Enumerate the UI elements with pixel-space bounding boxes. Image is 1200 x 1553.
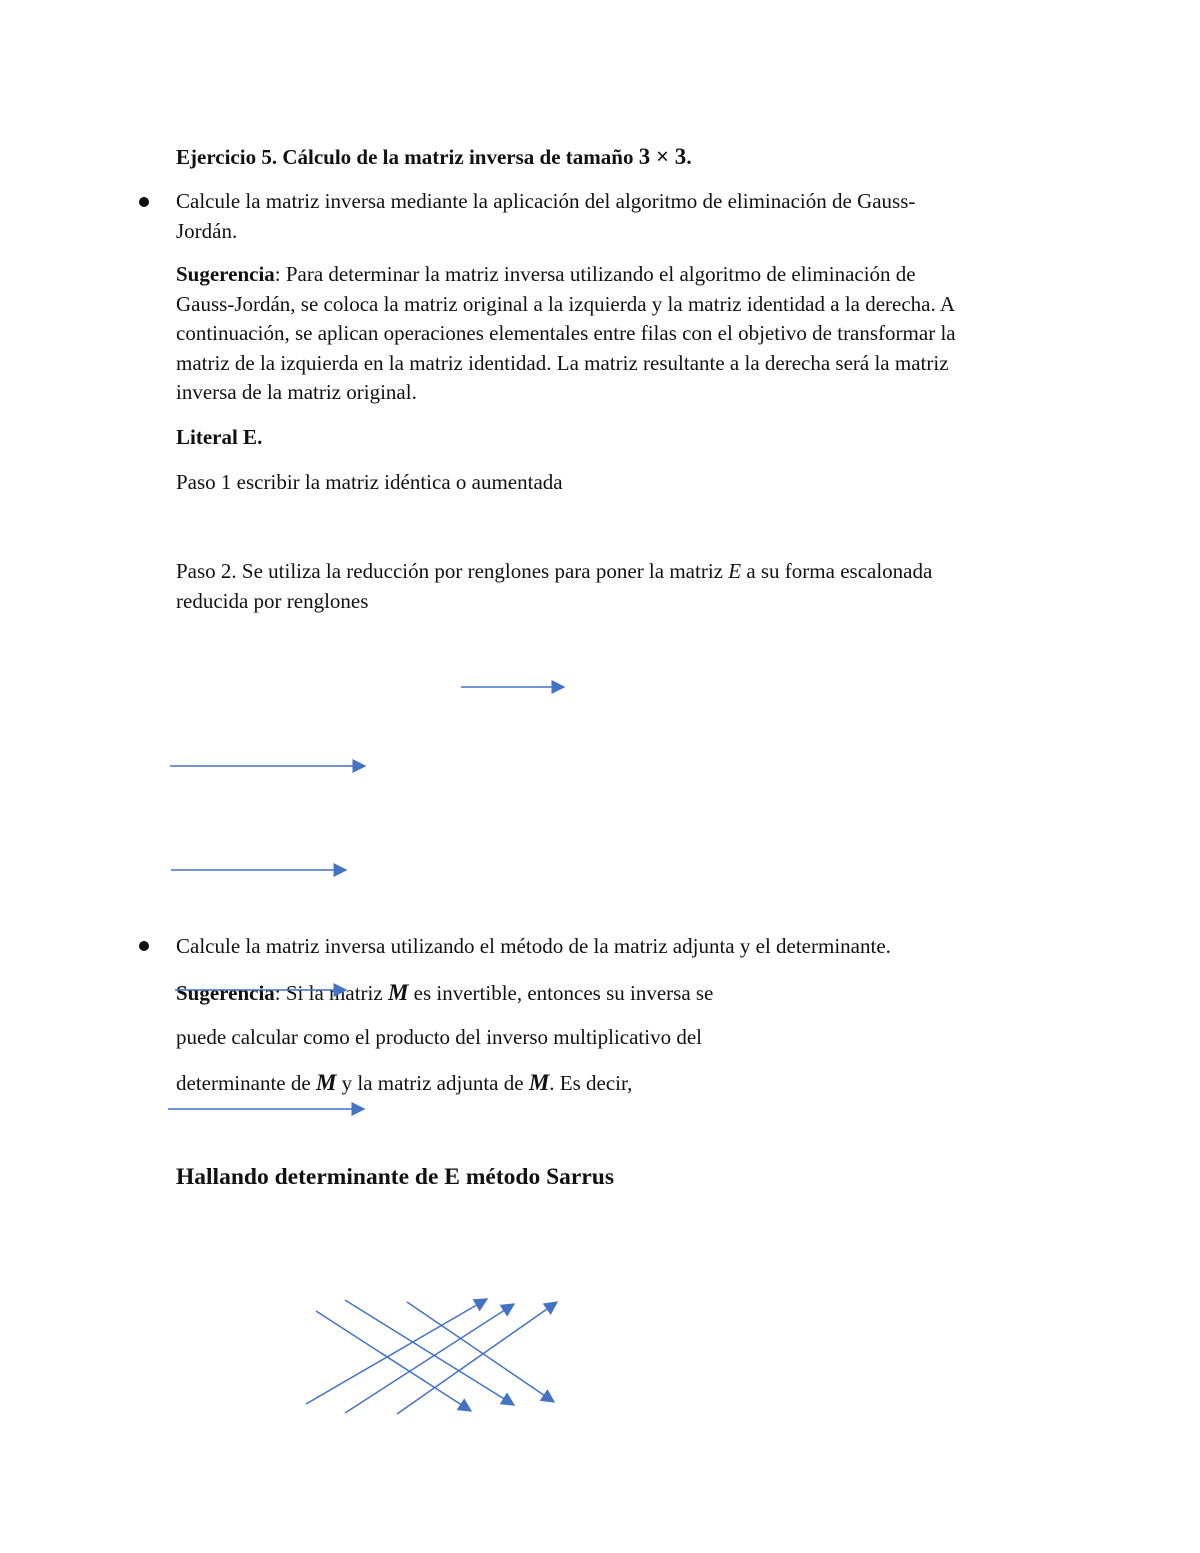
title-math: 3 × 3	[638, 144, 687, 169]
hint-2-var-2: M	[315, 1070, 337, 1095]
hint-1-line-2: Gauss-Jordán, se coloca la matriz original a la izquierda y la matriz identidad a la derecha. A	[176, 291, 956, 316]
sarrus-up-arrow-2	[345, 1304, 514, 1413]
bullet-1-line-1: Calcule la matriz inversa mediante la aplicación del algoritmo de eliminación de Gauss-	[176, 189, 916, 213]
hint-1-line-3: continuación, se aplican operaciones elementales entre filas con el objetivo de transformar la	[176, 321, 956, 345]
hint-2-text-e: . Es decir,	[549, 1071, 633, 1095]
step-1: Paso 1 escribir la matriz idéntica o aumentada	[176, 470, 563, 494]
hint-2-label: Sugerencia	[176, 981, 275, 1005]
hint-1-label: Sugerencia	[176, 262, 275, 286]
sarrus-up-arrow-3	[397, 1302, 557, 1414]
step-2-var: E	[728, 559, 742, 583]
hint-2-var-3: M	[528, 1070, 550, 1095]
sarrus-down-arrow-2	[345, 1300, 514, 1405]
hint-2-text-b: es invertible, entonces su inversa se	[408, 981, 714, 1005]
hint-1-line-1: : Para determinar la matriz inversa utilizando el algoritmo de eliminación de	[274, 262, 916, 286]
bullet-1-line-2: Jordán.	[176, 218, 238, 243]
hint-2-text-d: y la matriz adjunta de	[336, 1071, 529, 1095]
title-text: Ejercicio 5. Cálculo de la matriz inversa de tamaño	[176, 145, 639, 169]
hint-2-line-2: puede calcular como el producto del inverso multiplicativo del	[176, 1025, 702, 1049]
sarrus-up-arrow-1	[306, 1299, 487, 1404]
sarrus-heading: Hallando determinante de E método Sarrus	[176, 1164, 615, 1190]
hint-2-text-c: determinante de	[176, 1071, 316, 1095]
step-2-line-1-end: a su forma escalonada	[741, 559, 933, 583]
sarrus-diagram	[306, 1299, 557, 1414]
hint-1-line-5: inversa de la matriz original.	[176, 380, 417, 404]
sarrus-down-arrow-1	[316, 1311, 471, 1411]
title-period: .	[686, 145, 692, 169]
hint-2-var: M	[387, 980, 409, 1005]
bullet-2-text: Calcule la matriz inversa utilizando el método de la matriz adjunta y el determinante.	[176, 934, 891, 958]
literal-heading: Literal E.	[176, 425, 263, 449]
hint-1-line-4: matriz de la izquierda en la matriz identidad. La matriz resultante a la derecha será la matriz	[176, 350, 949, 375]
step-2-line-2: reducida por renglones	[176, 588, 369, 613]
hint-2-text-a: : Si la matriz	[274, 981, 388, 1005]
step-2-line-1: Paso 2. Se utiliza la reducción por renglones para poner la matriz	[176, 559, 729, 583]
